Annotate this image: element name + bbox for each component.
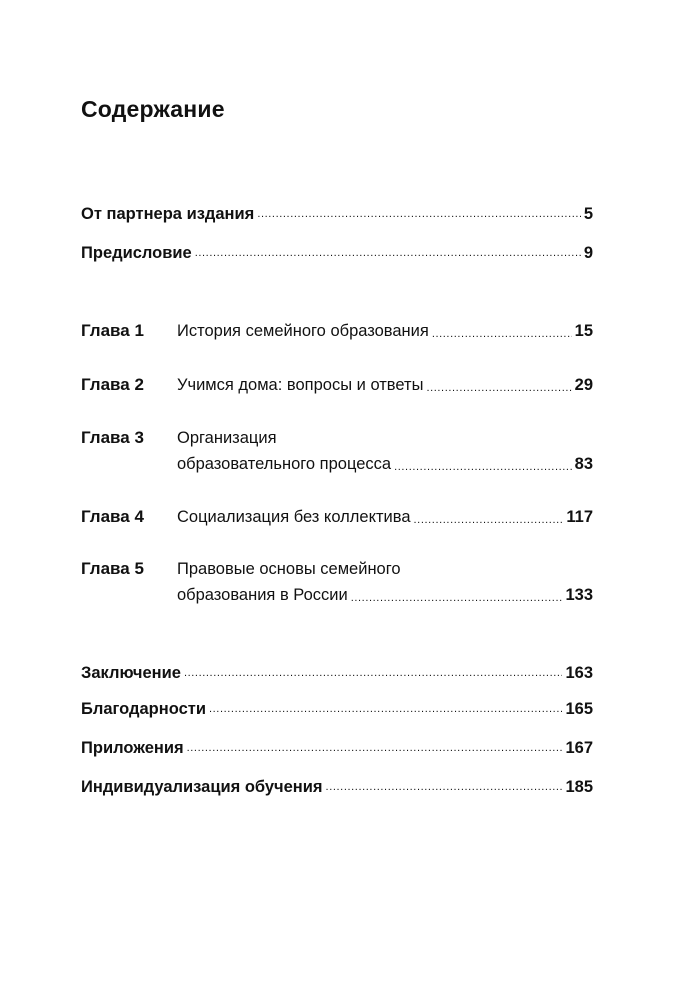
toc-entry-conclusion[interactable]	[81, 663, 593, 683]
toc-entry-label: Заключение	[81, 664, 181, 682]
toc-page-number: 117	[566, 508, 593, 526]
dot-leader	[326, 780, 563, 794]
dot-leader	[432, 327, 572, 341]
dot-leader	[394, 460, 572, 474]
chapter-number: Глава 4	[81, 507, 144, 526]
toc-entry-individualization[interactable]	[81, 777, 593, 797]
toc-entry-label: Индивидуализация обучения	[81, 778, 323, 796]
chapter-title: Социализация без коллектива	[177, 508, 411, 526]
dot-leader	[195, 246, 581, 260]
toc-entry-label: От партнера издания	[81, 205, 255, 223]
toc-page-number: 29	[574, 376, 593, 394]
toc-page-number: 165	[565, 700, 593, 718]
chapter-number: Глава 5	[81, 559, 144, 578]
dot-leader	[209, 702, 562, 716]
toc-page-number: 185	[565, 778, 593, 796]
toc-chapter-5[interactable]	[81, 556, 593, 608]
toc-chapter-3[interactable]	[81, 425, 593, 477]
toc-chapter-1[interactable]	[81, 318, 593, 344]
toc-page-number: 163	[565, 664, 593, 682]
toc-entry-label: Благодарности	[81, 700, 206, 718]
toc-page-number: 5	[583, 205, 593, 223]
toc-entry-appendices[interactable]	[81, 738, 593, 758]
chapter-title-line: Организация	[177, 429, 277, 447]
toc-entry-partner[interactable]	[81, 204, 593, 224]
toc-entry-label: Предисловие	[81, 244, 192, 262]
toc-page-number: 15	[574, 322, 593, 340]
page-title: Содержание	[81, 96, 225, 122]
chapter-number: Глава 1	[81, 321, 144, 340]
toc-page-number: 83	[574, 455, 593, 473]
chapter-number: Глава 2	[81, 375, 144, 394]
dot-leader	[184, 666, 563, 680]
dot-leader	[351, 591, 563, 605]
chapter-title: образования в России	[177, 586, 348, 604]
chapter-title: История семейного образования	[177, 322, 429, 340]
toc-chapter-2[interactable]	[81, 372, 593, 398]
dot-leader	[426, 381, 571, 395]
toc-chapter-4[interactable]	[81, 504, 593, 530]
dot-leader	[187, 741, 563, 755]
toc-entry-preface[interactable]	[81, 243, 593, 263]
chapter-title: образовательного процесса	[177, 455, 392, 473]
toc-page-number: 133	[565, 586, 593, 604]
toc-page-number: 9	[583, 244, 593, 262]
toc-entry-acknowledgements[interactable]	[81, 699, 593, 719]
dot-leader	[414, 513, 564, 527]
dot-leader	[257, 207, 581, 221]
toc-page-number: 167	[565, 739, 593, 757]
chapter-number: Глава 3	[81, 428, 144, 447]
toc-entry-label: Приложения	[81, 739, 184, 757]
chapter-title-line: Правовые основы семейного	[177, 560, 401, 578]
chapter-title: Учимся дома: вопросы и ответы	[177, 376, 424, 394]
